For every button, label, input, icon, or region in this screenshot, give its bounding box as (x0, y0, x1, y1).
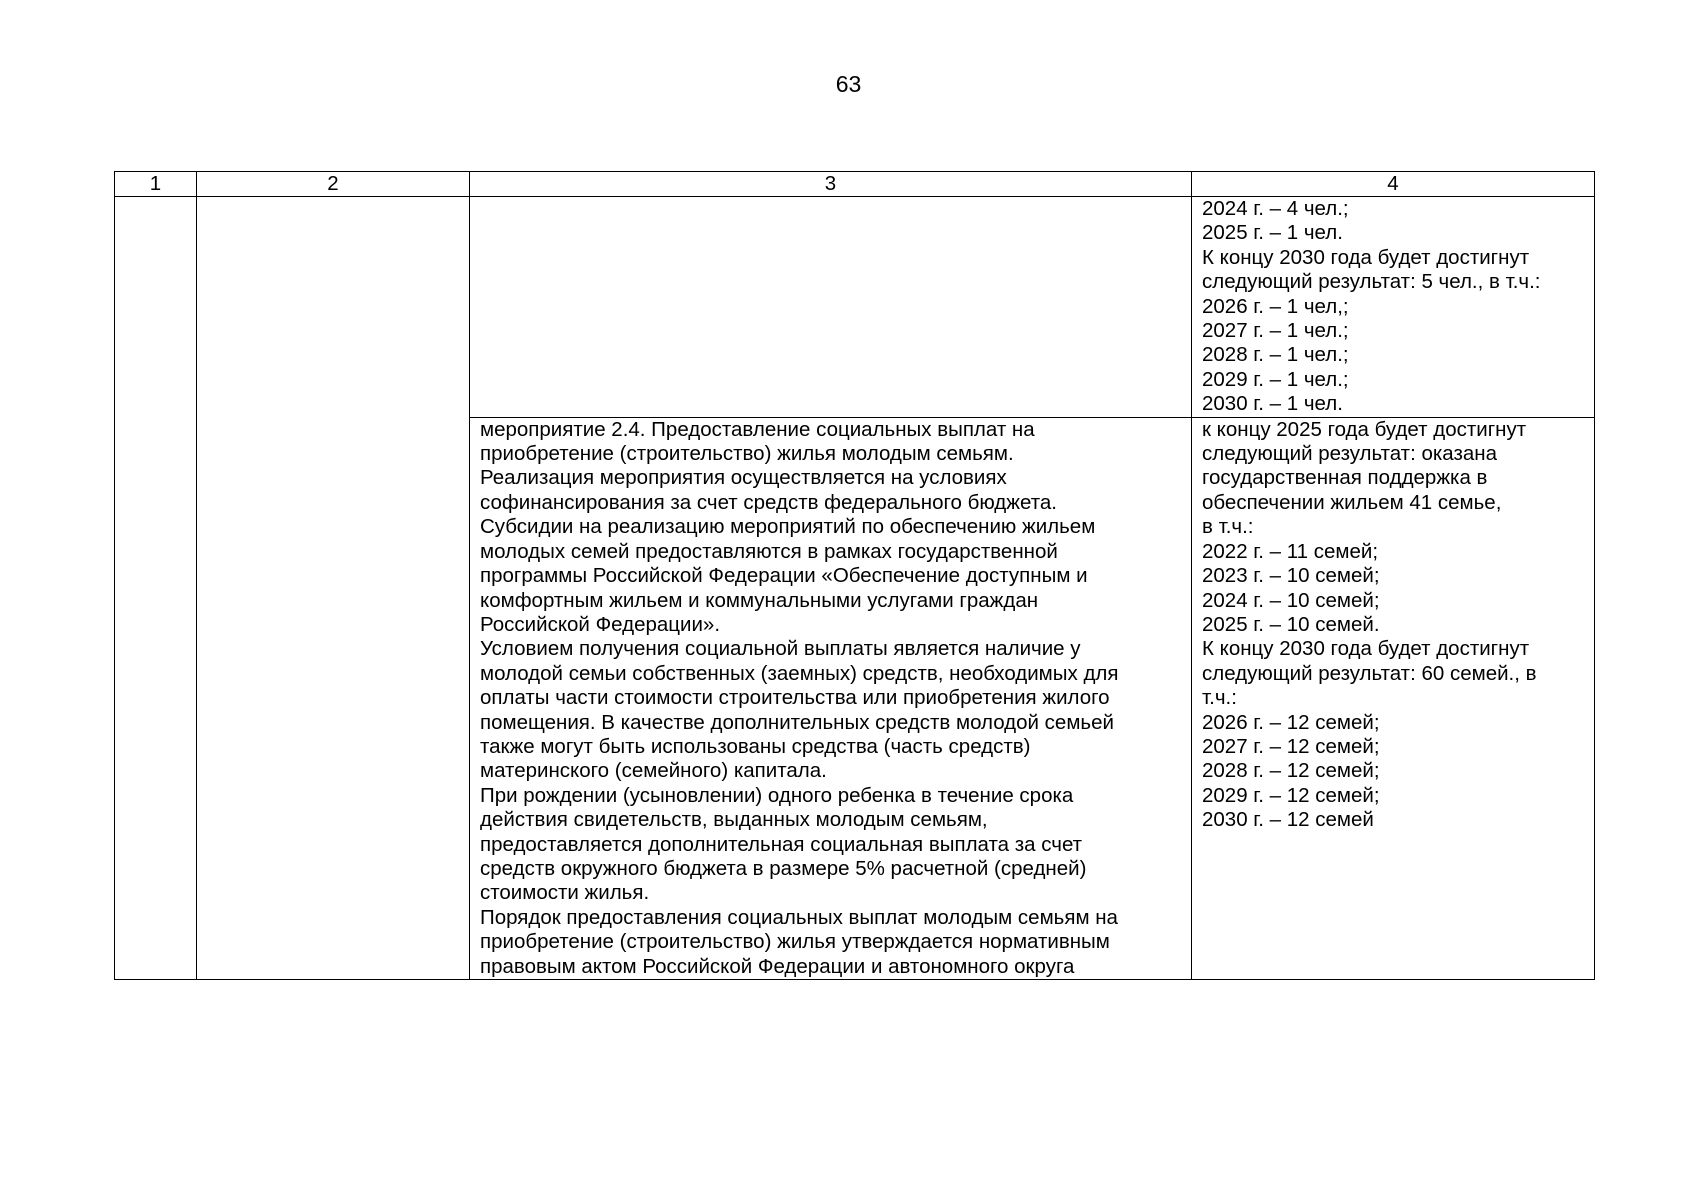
text-line: приобретение (строительство) жилья утверждается нормативным (480, 930, 1110, 954)
text-line: 2027 г. – 12 семей; (1202, 734, 1380, 758)
column-header-4: 4 (1192, 172, 1595, 197)
text-line: 2030 г. – 1 чел. (1202, 392, 1343, 416)
text-line: 2028 г. – 12 семей; (1202, 759, 1380, 783)
text-line: правовым актом Российской Федерации и автономного округа (480, 954, 1075, 978)
text-line: в т.ч.: (1202, 515, 1254, 539)
table-cell-measure-description (470, 417, 1192, 979)
table-cell-col1 (115, 197, 197, 980)
text-line: 2026 г. – 1 чел,; (1202, 294, 1349, 318)
table-cell-measure-results (1192, 417, 1595, 979)
text-line: мероприятие 2.4. Предоставление социальных выплат на (480, 417, 1035, 441)
text-line: стоимости жилья. (480, 881, 650, 905)
text-line: государственная поддержка в (1202, 466, 1488, 490)
text-line: 2030 г. – 12 семей (1202, 808, 1374, 832)
text-line: 2024 г. – 10 семей; (1202, 588, 1380, 612)
table-cell-col4-results-continued (1192, 197, 1595, 418)
text-line: К концу 2030 года будет достигнут (1202, 637, 1530, 661)
text-line: действия свидетельств, выданных молодым семьям, (480, 808, 988, 832)
text-line: К концу 2030 года будет достигнут (1202, 245, 1530, 269)
text-line: т.ч.: (1202, 686, 1237, 710)
column-header-3: 3 (470, 172, 1192, 197)
text-line: 2025 г. – 1 чел. (1202, 221, 1343, 245)
text-line: 2023 г. – 10 семей; (1202, 564, 1380, 588)
text-line: предоставляется дополнительная социальная выплата за счет (480, 832, 1083, 856)
text-line: следующий результат: оказана (1202, 442, 1497, 466)
text-line: также могут быть использованы средства (часть средств) (480, 734, 1031, 758)
text-line: оплаты части стоимости строительства или приобретения жилого (480, 686, 1110, 710)
text-line: следующий результат: 5 чел., в т.ч.: (1202, 270, 1541, 294)
text-line: обеспечении жильем 41 семье, (1202, 490, 1502, 514)
text-line: Порядок предоставления социальных выплат молодым семьям на (480, 905, 1118, 929)
text-line: Условием получения социальной выплаты является наличие у (480, 637, 1081, 661)
text-line: Российской Федерации». (480, 612, 721, 636)
text-line: При рождении (усыновлении) одного ребенка в течение срока (480, 783, 1074, 807)
column-header-2: 2 (197, 172, 470, 197)
text-line: молодых семей предоставляются в рамках государственной (480, 539, 1058, 563)
text-line: 2027 г. – 1 чел.; (1202, 319, 1349, 343)
text-line: Реализация мероприятия осуществляется на условиях (480, 466, 1007, 490)
table-header-row (115, 172, 1595, 197)
text-line: софинансирования за счет средств федерального бюджета. (480, 490, 1057, 514)
text-line: комфортным жильем и коммунальными услугами граждан (480, 588, 1039, 612)
text-line: следующий результат: 60 семей., в (1202, 661, 1537, 685)
text-line: 2024 г. – 4 чел.; (1202, 197, 1349, 220)
text-line: помещения. В качестве дополнительных средств молодой семьей (480, 710, 1114, 734)
text-line: материнского (семейного) капитала. (480, 759, 827, 783)
table-cell-col3-empty (470, 197, 1192, 418)
text-line: программы Российской Федерации «Обеспечение доступным и (480, 564, 1088, 588)
table-row (115, 197, 1595, 418)
column-header-1: 1 (115, 172, 197, 197)
text-line: 2026 г. – 12 семей; (1202, 710, 1380, 734)
table-cell-col2 (197, 197, 470, 980)
text-line: 2029 г. – 1 чел.; (1202, 367, 1349, 391)
data-table (114, 171, 1595, 980)
text-line: Субсидии на реализацию мероприятий по обеспечению жильем (480, 515, 1096, 539)
text-line: 2029 г. – 12 семей; (1202, 783, 1380, 807)
text-line: 2022 г. – 11 семей; (1202, 539, 1379, 563)
text-line: к концу 2025 года будет достигнут (1202, 417, 1527, 441)
text-line: приобретение (строительство) жилья молодым семьям. (480, 442, 1014, 466)
text-line: средств окружного бюджета в размере 5% расчетной (средней) (480, 856, 1087, 880)
text-line: молодой семьи собственных (заемных) средств, необходимых для (480, 661, 1119, 685)
text-line: 2025 г. – 10 семей. (1202, 612, 1380, 636)
text-line: 2028 г. – 1 чел.; (1202, 343, 1349, 367)
page-number: 63 (835, 71, 862, 97)
